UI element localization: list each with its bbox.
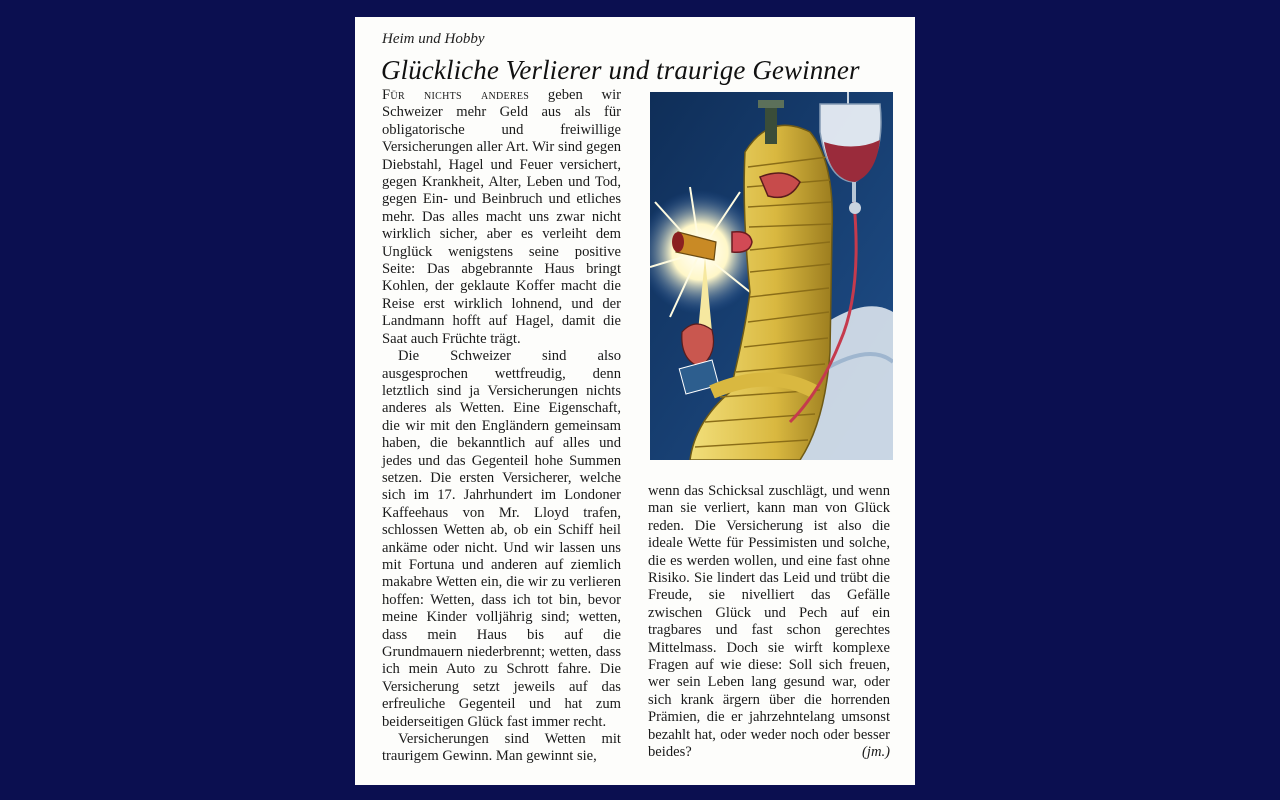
- mummy-illustration: [650, 92, 893, 460]
- left-column: [382, 87, 621, 766]
- paragraph-3: Versicherungen sind Wetten mit traurigem Gewinn. Man gewinnt sie,: [382, 731, 621, 765]
- right-paragraph-text: wenn das Schicksal zuschlägt, und wenn man sie verliert, kann man von Glück reden. Die Versicherung ist also die ideale Wette für Pessimisten und solche, die es werden wollen, und eine fast ohne Risiko. Sie lindert das Leid und trübt die Freude, sie nivelliert das Gefälle zwischen Glück und Pech auf ein tragbares und fast schon gerechtes Mittelmass. Doch sie wirft komplexe Fragen auf wie diese: Soll sich freuen, wer sein Leben lang gesund war, oder sich krank ärgern über die horrenden Prämien, die er jahrzehntelang umsonst bezahlt hat, oder weder noch oder besser beides?: [648, 483, 890, 761]
- magazine-page: [355, 17, 915, 785]
- bolt-icon: [765, 102, 777, 144]
- section-label: Heim und Hobby: [382, 31, 485, 47]
- author-signature: (jm.): [862, 744, 890, 761]
- illustration-svg: [650, 92, 893, 460]
- right-column: [648, 483, 890, 762]
- lead-caps: Für nichts anderes: [382, 87, 530, 103]
- paragraph-1-text: geben wir Schweizer mehr Geld aus als für obligatorische und freiwillige Versicherungen aller Art. Wir sind gegen Diebstahl, Hagel und Feuer versichert, gegen Krankheit, Alter, Leben und Tod, gegen Ein- und Beinbruch und etliches mehr. Das alles macht uns zwar nicht wirklich sicher, aber es verleiht dem Unglück wenigstens seine positive Seite: Das abgebrannte Haus bringt Kohlen, der geklaute Koffer macht die Reise erst wirklich lohnend, und der Landmann hofft auf Hagel, damit die Saat auch Früchte trägt.: [382, 87, 621, 347]
- headline: Glückliche Verlierer und traurige Gewinner: [381, 55, 860, 85]
- paragraph-2: Die Schweizer sind also ausgesprochen wettfreudig, denn letztlich sind ja Versicherungen nichts anderes als Wetten. Eine Eigenschaft, die wir mit den Engländern gemeinsam haben, die bekanntlich auf alles und jedes und das Gegenteil hohe Summen setzen. Die ersten Versicherer, welche sich im 17. Jahrhundert im Londoner Kaffeehaus von Mr. Lloyd trafen, schlossen Wetten ab, ob ein Schiff heil ankäme oder nicht. Und wir lassen uns mit Fortuna und anderen auf ziemlich makabre Wetten ein, die wir zu verlieren hoffen: Wetten, dass ich tot bin, bevor meine Kinder volljährig sind; wetten, dass mein Haus bis auf die Grundmauern niederbrennt; wetten, dass ich mein Auto zu Schrott fahre. Die Versicherung setzt jeweils auf das erfreuliche Gegenteil und hat zum beiderseitigen Glück fast immer recht.: [382, 348, 621, 730]
- paragraph-1: [382, 87, 621, 348]
- right-paragraph: [648, 483, 890, 762]
- nose-icon: [732, 232, 752, 253]
